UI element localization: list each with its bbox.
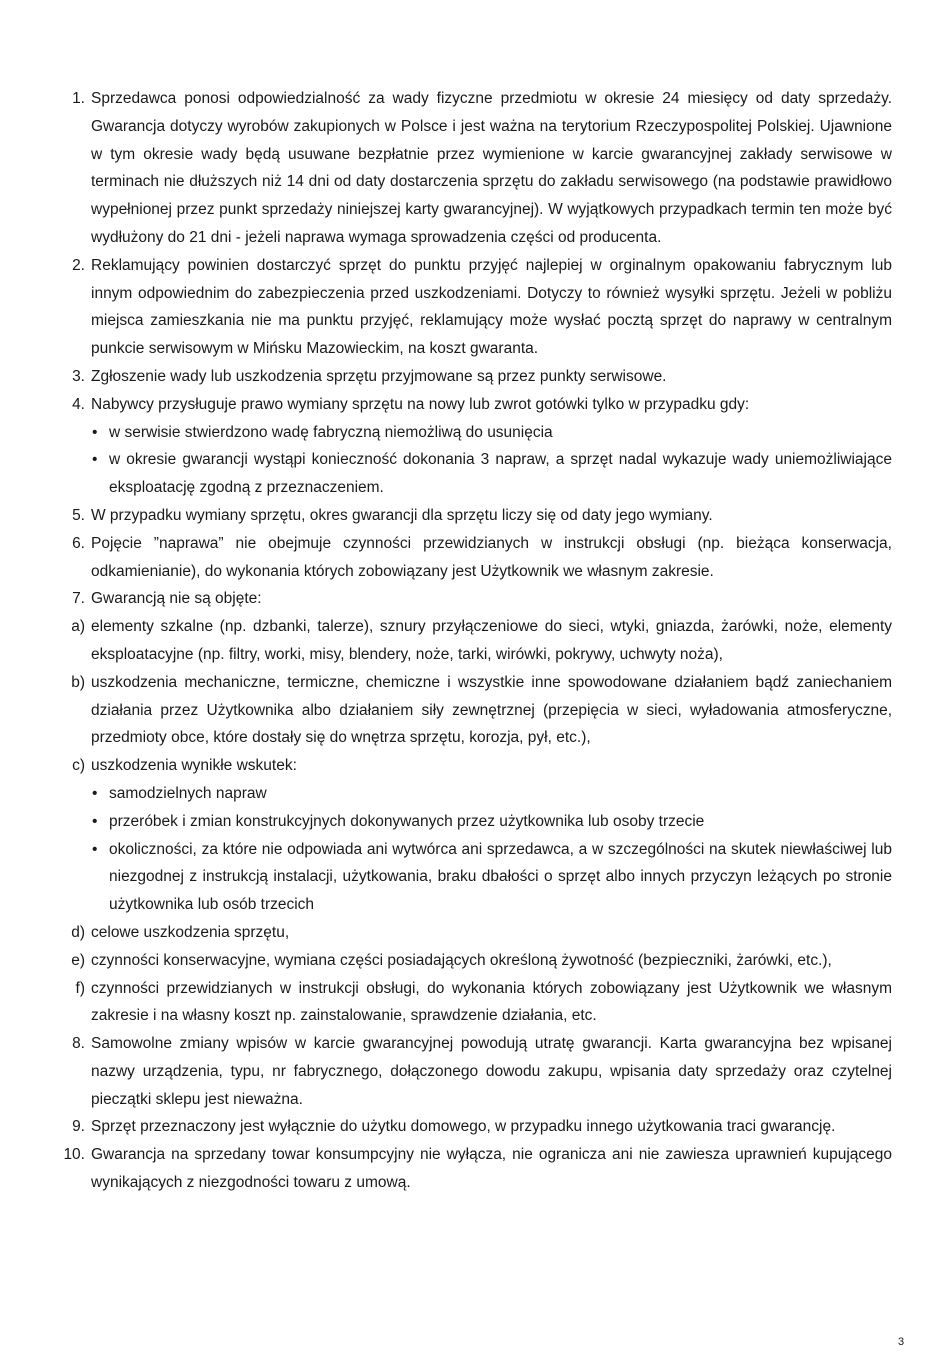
list-item xyxy=(56,919,892,947)
bullet-text: samodzielnych napraw xyxy=(109,784,267,802)
list-item xyxy=(56,363,892,391)
item-text: Sprzęt przeznaczony jest wyłącznie do użytku domowego, w przypadku innego użytkowania traci gwarancję. xyxy=(91,1118,836,1136)
item-text: czynności przewidzianych w instrukcji obsługi, do wykonania których zobowiązany jest Użytkownik we własnym zakresie i na własny koszt np. zainstalowanie, sprawdzenie działania, etc. xyxy=(91,979,892,1025)
item-number: 5. xyxy=(72,506,85,524)
item-text: uszkodzenia wynikłe wskutek: xyxy=(91,757,297,775)
bullet-text: okoliczności, za które nie odpowiada ani wytwórca ani sprzedawca, a w szczególności na skutek niewłaściwej lub niezgodnej z instrukcją instalacji, użytkowania, braku dbałości o sprzęt albo innych przyczyn leżących po stronie użytkownika lub osób trzecich xyxy=(109,840,892,914)
list-item xyxy=(56,1113,892,1141)
bullet-icon: • xyxy=(92,840,98,858)
list-item xyxy=(56,252,892,363)
item-letter: a) xyxy=(71,618,85,636)
warranty-terms-list xyxy=(56,85,892,1197)
item-letter: d) xyxy=(71,923,85,941)
item-number: 2. xyxy=(72,256,85,274)
bullet-text: w serwisie stwierdzono wadę fabryczną niemożliwą do usunięcia xyxy=(109,423,553,441)
bullet-icon: • xyxy=(92,451,98,469)
list-item xyxy=(56,530,892,586)
item-text: Pojęcie ”naprawa” nie obejmuje czynności przewidzianych w instrukcji obsługi (np. bieżąca konserwacja, odkamienianie), do wykonania których zobowiązany jest Użytkownik we własnym zakresie. xyxy=(91,534,892,580)
item-letter: f) xyxy=(75,979,85,997)
bullet-icon: • xyxy=(92,784,98,802)
item-letter: e) xyxy=(71,951,85,969)
list-item xyxy=(56,1141,892,1197)
item-number: 10. xyxy=(63,1146,85,1164)
list-item xyxy=(56,947,892,975)
list-item xyxy=(56,613,892,669)
bullet-item xyxy=(91,836,892,919)
list-item xyxy=(56,502,892,530)
bullet-icon: • xyxy=(92,423,98,441)
bullet-item xyxy=(91,419,892,447)
item-number: 3. xyxy=(72,367,85,385)
list-item xyxy=(56,585,892,613)
list-item xyxy=(56,85,892,252)
bullet-item xyxy=(91,780,892,808)
bullet-text: przeróbek i zmian konstrukcyjnych dokonywanych przez użytkownika lub osoby trzecie xyxy=(109,812,705,830)
bullet-text: w okresie gwarancji wystąpi konieczność dokonania 3 napraw, a sprzęt nadal wykazuje wady uniemożliwiające eksploatację zgodną z przeznaczeniem. xyxy=(109,451,892,497)
item-number: 8. xyxy=(72,1035,85,1053)
page-number: 3 xyxy=(898,1336,905,1348)
list-item xyxy=(56,975,892,1031)
item-text: uszkodzenia mechaniczne, termiczne, chemiczne i wszystkie inne spowodowane działaniem bądź zaniechaniem działania przez Użytkownika albo działaniem siły zewnętrznej (przepięcia w sieci, wyładowania atmosferyczne, przedmioty obce, które dostały się do wnętrza sprzętu, korozja, pył, etc.), xyxy=(91,673,892,747)
list-item xyxy=(56,1030,892,1113)
item-letter: b) xyxy=(71,673,85,691)
item-number: 4. xyxy=(72,395,85,413)
list-item xyxy=(56,669,892,752)
bullet-item xyxy=(91,808,892,836)
item-text: Sprzedawca ponosi odpowiedzialność za wady fizyczne przedmiotu w okresie 24 miesięcy od daty sprzedaży. Gwarancja dotyczy wyrobów zakupionych w Polsce i jest ważna na terytorium Rzeczypospolitej Polskiej. Ujawnione w tym okresie wady będą usuwane bezpłatnie przez wymienione w karcie gwarancyjnej zakłady serwisowe w terminach nie dłuższych niż 14 dni od daty dostarczenia sprzętu do zakładu serwisowego (na podstawie prawidłowo wypełnionej przez punkt sprzedaży niniejszej karty gwarancyjnej). W wyjątkowych przypadkach termin ten może być wydłużony do 21 dni - jeżeli naprawa wymaga sprowadzenia części od producenta. xyxy=(91,90,892,246)
item-text: W przypadku wymiany sprzętu, okres gwarancji dla sprzętu liczy się od daty jego wymiany. xyxy=(91,506,713,524)
item-text: celowe uszkodzenia sprzętu, xyxy=(91,923,290,941)
item-text: Reklamujący powinien dostarczyć sprzęt do punktu przyjęć najlepiej w orginalnym opakowaniu fabrycznym lub innym odpowiednim do zabezpieczenia przed uszkodzeniami. Dotyczy to również wysyłki sprzętu. Jeżeli w pobliżu miejsca zamieszkania nie ma punktu przyjęć, reklamujący może wysłać pocztą sprzęt do naprawy w centralnym punkcie serwisowym w Mińsku Mazowieckim, na koszt gwaranta. xyxy=(91,256,892,358)
item-number: 6. xyxy=(72,534,85,552)
item-letter: c) xyxy=(72,757,85,775)
item-text: Nabywcy przysługuje prawo wymiany sprzętu na nowy lub zwrot gotówki tylko w przypadku gdy: xyxy=(91,395,750,413)
item-text: Zgłoszenie wady lub uszkodzenia sprzętu przyjmowane są przez punkty serwisowe. xyxy=(91,367,667,385)
list-item xyxy=(56,391,892,502)
item-number: 9. xyxy=(72,1118,85,1136)
bullet-item xyxy=(91,446,892,502)
item-number: 7. xyxy=(72,590,85,608)
item-number: 1. xyxy=(72,90,85,107)
bullet-icon: • xyxy=(92,812,98,830)
item-text: Gwarancją nie są objęte: xyxy=(91,590,262,608)
item-text: elementy szkalne (np. dzbanki, talerze), sznury przyłączeniowe do sieci, wtyki, gniazda, żarówki, noże, elementy eksploatacyjne (np. filtry, worki, misy, blendery, noże, tarki, wirówki, pokrywy, uchwyty noża), xyxy=(91,618,892,663)
item-text: Samowolne zmiany wpisów w karcie gwarancyjnej powodują utratę gwarancji. Karta gwarancyjna bez wpisanej nazwy urządzenia, typu, nr fabrycznego, dołączonego dowodu zakupu, wpisania daty sprzedaży oraz czytelnej pieczątki sklepu jest nieważna. xyxy=(91,1035,892,1108)
item-text: czynności konserwacyjne, wymiana części posiadających określoną żywotność (bezpieczniki, żarówki, etc.), xyxy=(91,951,832,969)
item-text: Gwarancja na sprzedany towar konsumpcyjny nie wyłącza, nie ogranicza ani nie zawiesza uprawnień kupującego wynikających z niezgodności towaru z umową. xyxy=(91,1146,892,1192)
list-item xyxy=(56,752,892,919)
